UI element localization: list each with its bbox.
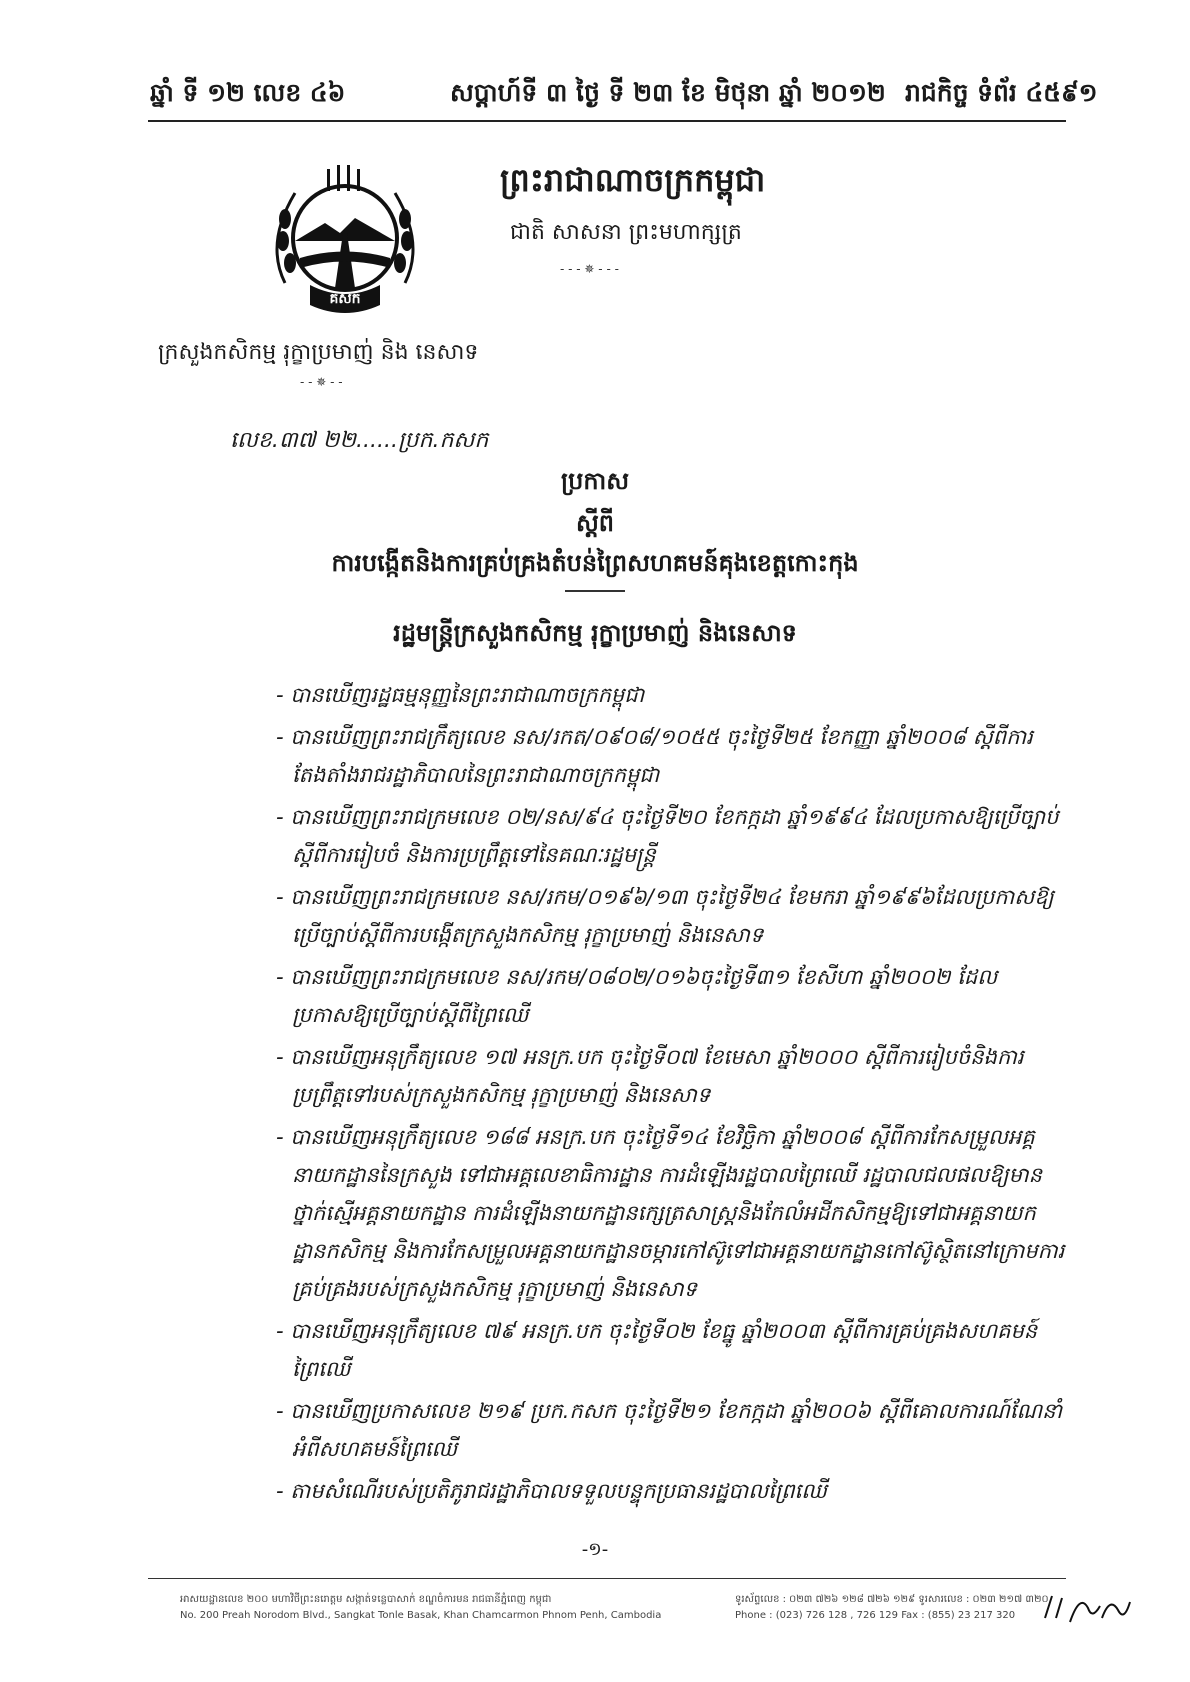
gazette-page: រាជកិច្ច ទំព័រ ៤៥៩១	[905, 78, 1098, 107]
ministry-emblem-logo	[255, 163, 435, 323]
clause-item: - បានឃើញព្រះរាជក្រឹត្យលេខ នស/រកត/០៩០៨/១០៥៥ ចុះថ្ងៃទី២៥ ខែកញ្ញា ឆ្នាំ២០០៨ ស្ដីពីការតែងតាំងរាជរដ្ឋាភិបាលនៃព្រះរាជាណាចក្រកម្ពុជា	[276, 725, 1033, 787]
reference-number: លេខ.៣៧ ២២......ប្រក.កសក	[230, 428, 489, 453]
clause-item: - បានឃើញព្រះរាជក្រមលេខ ០២/នស/៩៤ ចុះថ្ងៃទី២០ ខែកក្កដា ឆ្នាំ១៩៩៤ ដែលប្រកាសឱ្យប្រើច្បាប់ស្ដីពីការរៀបចំ និងការប្រព្រឹត្តទៅនៃគណៈរដ្ឋមន្ត្រី	[276, 805, 1059, 867]
header-rule	[148, 120, 1066, 122]
document-subject: ការបង្កើតនិងការគ្រប់គ្រងតំបន់ព្រៃសហគមន៍គុងខេត្តកោះកុង	[331, 549, 859, 577]
logo-text: គសក	[329, 291, 361, 307]
legal-basis-list	[276, 676, 1066, 1514]
subject-prefix: ស្ដីពី	[575, 509, 615, 537]
footer-address-english: No. 200 Preah Norodom Blvd., Sangkat Tonle Basak, Khan Chamcarmon Phnom Penh, Cambodia	[180, 1610, 662, 1621]
clause-item: - បានឃើញអនុក្រឹត្យលេខ ១៨៨ អនក្រ.បក ចុះថ្ងៃទី១៤ ខែវិច្ឆិកា ឆ្នាំ២០០៨ ស្ដីពីការកែសម្រួលអគ្គនាយកដ្ឋាននៃក្រសួង ទៅជាអគ្គលេខាធិការដ្ឋាន ការដំឡើងរដ្ឋបាលព្រៃឈើ រដ្ឋបាលជលផលឱ្យមានថ្នាក់ស្មើអគ្គនាយកដ្ឋាន ការដំឡើងនាយកដ្ឋានក្សេត្រសាស្ត្រនិងកែលំអដីកសិកម្មឱ្យទៅជាអគ្គនាយកដ្ឋានកសិកម្ម និងការកែសម្រួលអគ្គនាយកដ្ឋានចម្ការកៅស៊ូទៅជាអគ្គនាយកដ្ឋានកៅស៊ូស្ថិតនៅក្រោមការគ្រប់គ្រងរបស់ក្រសួងកសិកម្ម រុក្ខាប្រមាញ់ និងនេសាទ	[276, 1125, 1065, 1301]
ministry-ornament: - - ✵ - -	[300, 375, 343, 389]
footer-phone-english: Phone : (023) 726 128 , 726 129 Fax : (855) 23 217 320	[735, 1610, 1016, 1621]
handwritten-signature	[1040, 1588, 1135, 1630]
page-number: -១-	[581, 1539, 609, 1560]
motto-ornament: - - - ✵ - - -	[560, 262, 619, 276]
ministry-name: ក្រសួងកសិកម្ម រុក្ខាប្រមាញ់ និង នេសាទ	[158, 340, 479, 365]
clause-item: - តាមសំណើរបស់ប្រតិភូរាជរដ្ឋាភិបាលទទួលបន្ទុកប្រធានរដ្ឋបាលព្រៃឈើ	[276, 1479, 827, 1503]
kingdom-title: ព្រះរាជាណាចក្រកម្ពុជា	[500, 161, 766, 199]
footer-address-khmer: អាសយដ្ឋានលេខ ២០០ មហាវិថីព្រះនរោត្តម សង្កាត់ទន្លេបាសាក់ ខណ្ឌចំការមន រាជធានីភ្នំពេញ កម្ពុជា	[180, 1594, 552, 1605]
clause-item: - បានឃើញរដ្ឋធម្មនុញ្ញនៃព្រះរាជាណាចក្រកម្ពុជា	[276, 683, 645, 707]
gazette-date: សប្ដាហ៍ទី ៣ ថ្ងៃ ទី ២៣ ខែ មិថុនា ឆ្នាំ ២០១២	[450, 78, 886, 107]
national-motto: ជាតិ សាសនា ព្រះមហាក្សត្រ	[510, 220, 742, 245]
clause-item: - បានឃើញព្រះរាជក្រមលេខ នស/រកម/០១៩៦/១៣ ចុះថ្ងៃទី២៤ ខែមករា ឆ្នាំ១៩៩៦ដែលប្រកាសឱ្យប្រើច្បាប់ស្ដីពីការបង្កើតក្រសួងកសិកម្ម រុក្ខាប្រមាញ់ និងនេសាទ	[276, 885, 1054, 947]
footer-phone-khmer: ទូរស័ព្ទលេខ : ០២៣ ៧២៦ ១២៨ ៧២៦ ១២៩ ទូរសារលេខ : ០២៣ ២១៧ ៣២០	[735, 1594, 1049, 1605]
gazette-issue: ឆ្នាំ ទី ១២ លេខ ៤៦	[150, 78, 346, 107]
title-divider	[565, 590, 625, 592]
footer-rule	[148, 1578, 1066, 1579]
clause-item: - បានឃើញព្រះរាជក្រមលេខ នស/រកម/០៨០២/០១៦ចុះថ្ងៃទី៣១ ខែសីហា ឆ្នាំ២០០២ ដែលប្រកាសឱ្យប្រើច្បាប់ស្ដីពីព្រៃឈើ	[276, 965, 998, 1027]
issuing-minister: រដ្ឋមន្ត្រីក្រសួងកសិកម្ម រុក្ខាប្រមាញ់ និងនេសាទ	[393, 619, 797, 647]
clause-item: - បានឃើញប្រកាសលេខ ២១៩ ប្រក.កសក ចុះថ្ងៃទី២១ ខែកក្កដា ឆ្នាំ២០០៦ ស្ដីពីគោលការណ៍ណែនាំអំពីសហគមន៍ព្រៃឈើ	[276, 1399, 1063, 1461]
document-type: ប្រកាស	[560, 467, 630, 495]
clause-item: - បានឃើញអនុក្រឹត្យលេខ ៧៩ អនក្រ.បក ចុះថ្ងៃទី០២ ខែធ្នូ ឆ្នាំ២០០៣ ស្ដីពីការគ្រប់គ្រងសហគមន៍ព្រៃឈើ	[276, 1319, 1038, 1381]
clause-item: - បានឃើញអនុក្រឹត្យលេខ ១៧ អនក្រ.បក ចុះថ្ងៃទី០៧ ខែមេសា ឆ្នាំ២០០០ ស្ដីពីការរៀបចំនិងការប្រព្រឹត្តទៅរបស់ក្រសួងកសិកម្ម រុក្ខាប្រមាញ់ និងនេសាទ	[276, 1045, 1024, 1107]
